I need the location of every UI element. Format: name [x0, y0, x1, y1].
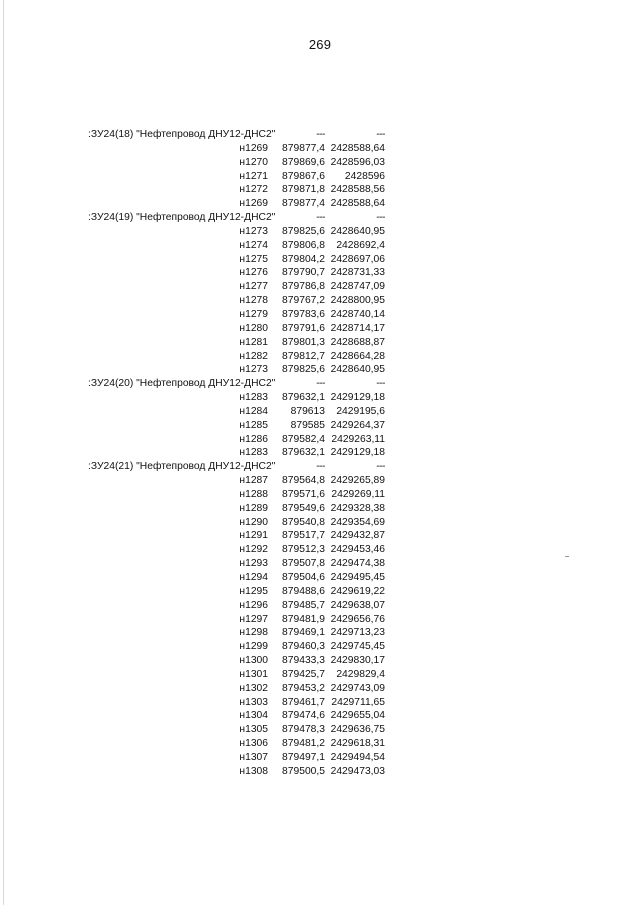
- point-y: 2428640,95: [330, 225, 385, 237]
- point-y: 2428740,14: [330, 308, 385, 320]
- table-row: [88, 557, 398, 571]
- table-row: [88, 336, 398, 350]
- point-name: н1273: [239, 364, 268, 376]
- point-name: н1303: [239, 696, 268, 708]
- point-name: н1283: [239, 447, 268, 459]
- point-name: н1269: [239, 198, 268, 210]
- point-x: 879585: [290, 419, 325, 431]
- table-row: [88, 502, 398, 516]
- point-y: 2429711,65: [331, 696, 385, 708]
- point-y: 2429829,4: [336, 668, 385, 680]
- point-y: 2428664,28: [330, 350, 385, 362]
- table-row: [88, 654, 398, 668]
- point-y: 2429354,69: [330, 516, 385, 528]
- point-y: 2429263,11: [331, 433, 385, 445]
- table-row: [88, 322, 398, 336]
- point-name: н1297: [239, 613, 268, 625]
- table-row: [88, 474, 398, 488]
- point-x: 879571,6: [282, 488, 325, 500]
- point-y: 2429495,45: [330, 572, 385, 583]
- point-y: 2428692,4: [336, 239, 385, 251]
- point-y: 2429473,03: [330, 765, 385, 777]
- section-y-placeholder: ---: [376, 378, 385, 390]
- table-row: [88, 682, 398, 696]
- table-row: [88, 723, 398, 737]
- point-x: 879801,3: [282, 336, 325, 348]
- point-x: 879632,1: [282, 447, 325, 459]
- point-name: н1289: [239, 502, 268, 514]
- point-name: н1280: [239, 322, 268, 334]
- point-name: н1274: [239, 239, 268, 251]
- point-name: н1299: [239, 641, 268, 653]
- table-row: [88, 668, 398, 682]
- point-y: 2428714,17: [330, 322, 385, 334]
- table-row: [88, 696, 398, 710]
- point-y: 2428800,95: [330, 295, 385, 307]
- point-name: н1271: [239, 170, 268, 182]
- section-header: [88, 211, 398, 225]
- point-name: н1294: [239, 572, 268, 583]
- point-name: н1288: [239, 488, 268, 500]
- point-name: н1286: [239, 433, 268, 445]
- table-row: [88, 626, 398, 640]
- point-name: н1305: [239, 724, 268, 736]
- point-y: 2429619,22: [330, 585, 385, 597]
- point-name: н1275: [239, 253, 268, 265]
- point-x: 879485,7: [282, 599, 325, 611]
- point-name: н1273: [239, 225, 268, 237]
- table-row: [88, 183, 398, 197]
- point-y: 2429269,11: [331, 488, 385, 500]
- section-x-placeholder: ---: [316, 461, 325, 473]
- table-row: [88, 253, 398, 267]
- table-row: [88, 239, 398, 253]
- table-row: [88, 266, 398, 280]
- point-x: 879877,4: [282, 198, 325, 210]
- section-y-placeholder: ---: [376, 129, 385, 140]
- table-row: [88, 142, 398, 156]
- table-row: [88, 156, 398, 170]
- point-name: н1276: [239, 267, 268, 279]
- table-row: [88, 446, 398, 460]
- table-row: [88, 488, 398, 502]
- point-y: 2429743,09: [330, 682, 385, 694]
- point-x: 879504,6: [282, 572, 325, 583]
- point-x: 879564,8: [282, 475, 325, 487]
- point-y: 2429195,6: [336, 405, 385, 417]
- point-x: 879425,7: [282, 668, 325, 680]
- point-x: 879500,5: [282, 765, 325, 777]
- section-label: :ЗУ24(18) "Нефтепровод ДНУ12-ДНС2": [88, 129, 276, 140]
- point-name: н1277: [239, 281, 268, 293]
- point-name: н1278: [239, 295, 268, 307]
- table-row: [88, 433, 398, 447]
- point-x: 879613: [290, 405, 325, 417]
- table-row: [88, 280, 398, 294]
- point-name: н1292: [239, 544, 268, 556]
- coordinate-table: [88, 128, 398, 779]
- point-x: 879478,3: [282, 724, 325, 736]
- point-name: н1279: [239, 308, 268, 320]
- point-y: 2429636,75: [330, 724, 385, 736]
- table-row: [88, 709, 398, 723]
- point-name: н1272: [239, 184, 268, 196]
- point-name: н1302: [239, 682, 268, 694]
- section-y-placeholder: ---: [376, 212, 385, 224]
- point-name: н1269: [239, 142, 268, 154]
- point-x: 879512,3: [282, 544, 325, 556]
- point-y: 2428747,09: [330, 281, 385, 293]
- section-x-placeholder: ---: [316, 378, 325, 390]
- section-x-placeholder: ---: [316, 212, 325, 224]
- point-y: 2429265,89: [330, 475, 385, 487]
- table-row: [88, 571, 398, 585]
- table-row: [88, 516, 398, 530]
- point-x: 879786,8: [282, 281, 325, 293]
- point-x: 879507,8: [282, 558, 325, 570]
- point-name: н1296: [239, 599, 268, 611]
- section-header: [88, 377, 398, 391]
- point-y: 2429432,87: [330, 530, 385, 542]
- table-row: [88, 350, 398, 364]
- point-name: н1285: [239, 419, 268, 431]
- table-row: [88, 308, 398, 322]
- point-y: 2428697,06: [330, 253, 385, 265]
- scan-speck: [565, 556, 569, 557]
- table-row: [88, 529, 398, 543]
- point-y: 2429494,54: [330, 751, 385, 763]
- table-row: [88, 419, 398, 433]
- point-x: 879825,6: [282, 364, 325, 376]
- table-row: [88, 363, 398, 377]
- point-x: 879517,7: [282, 530, 325, 542]
- point-y: 2429655,04: [330, 710, 385, 722]
- table-row: [88, 543, 398, 557]
- point-x: 879582,4: [282, 433, 325, 445]
- point-name: н1290: [239, 516, 268, 528]
- table-row: [88, 640, 398, 654]
- point-x: 879632,1: [282, 392, 325, 404]
- point-x: 879877,4: [282, 142, 325, 154]
- table-row: [88, 170, 398, 184]
- table-row: [88, 751, 398, 765]
- point-name: н1304: [239, 710, 268, 722]
- point-x: 879540,8: [282, 516, 325, 528]
- point-x: 879488,6: [282, 585, 325, 597]
- page-number: 269: [308, 37, 332, 52]
- point-x: 879867,6: [282, 170, 325, 182]
- section-header: [88, 460, 398, 474]
- point-name: н1293: [239, 558, 268, 570]
- point-x: 879869,6: [282, 156, 325, 168]
- point-y: 2429713,23: [330, 627, 385, 639]
- section-header: [88, 128, 398, 142]
- table-row: [88, 197, 398, 211]
- scan-edge: [3, 0, 4, 905]
- table-row: [88, 737, 398, 751]
- table-row: [88, 613, 398, 627]
- point-y: 2429129,18: [330, 447, 385, 459]
- point-x: 879804,2: [282, 253, 325, 265]
- point-y: 2429453,46: [330, 544, 385, 556]
- point-y: 2429830,17: [330, 655, 385, 667]
- point-y: 2428688,87: [330, 336, 385, 348]
- point-x: 879783,6: [282, 308, 325, 320]
- point-x: 879469,1: [282, 627, 325, 639]
- point-y: 2429474,38: [330, 558, 385, 570]
- table-row: [88, 391, 398, 405]
- point-y: 2428731,33: [330, 267, 385, 279]
- point-name: н1308: [239, 765, 268, 777]
- point-x: 879825,6: [282, 225, 325, 237]
- point-y: 2429638,07: [330, 599, 385, 611]
- point-y: 2428596: [344, 170, 385, 182]
- point-y: 2428640,95: [330, 364, 385, 376]
- section-label: :ЗУ24(19) "Нефтепровод ДНУ12-ДНС2": [88, 212, 276, 224]
- table-row: [88, 405, 398, 419]
- point-y: 2429328,38: [330, 502, 385, 514]
- point-name: н1298: [239, 627, 268, 639]
- point-y: 2429129,18: [330, 392, 385, 404]
- point-name: н1295: [239, 585, 268, 597]
- point-x: 879481,2: [282, 738, 325, 750]
- point-y: 2428588,64: [330, 198, 385, 210]
- point-y: 2429656,76: [330, 613, 385, 625]
- table-row: [88, 225, 398, 239]
- point-x: 879460,3: [282, 641, 325, 653]
- point-y: 2428596,03: [330, 156, 385, 168]
- point-x: 879806,8: [282, 239, 325, 251]
- table-row: [88, 599, 398, 613]
- point-x: 879791,6: [282, 322, 325, 334]
- section-y-placeholder: ---: [376, 461, 385, 473]
- point-x: 879871,8: [282, 184, 325, 196]
- point-name: н1300: [239, 655, 268, 667]
- point-y: 2429745,45: [330, 641, 385, 653]
- point-name: н1282: [239, 350, 268, 362]
- point-name: н1307: [239, 751, 268, 763]
- point-name: н1270: [239, 156, 268, 168]
- point-name: н1291: [239, 530, 268, 542]
- point-name: н1283: [239, 392, 268, 404]
- point-x: 879453,2: [282, 682, 325, 694]
- point-y: 2428588,64: [330, 142, 385, 154]
- point-y: 2429618,31: [330, 738, 385, 750]
- section-x-placeholder: ---: [316, 129, 325, 140]
- point-x: 879790,7: [282, 267, 325, 279]
- point-name: н1287: [239, 475, 268, 487]
- point-x: 879474,6: [282, 710, 325, 722]
- point-x: 879497,1: [282, 751, 325, 763]
- section-label: :ЗУ24(21) "Нефтепровод ДНУ12-ДНС2": [88, 461, 276, 473]
- table-row: [88, 765, 398, 779]
- point-y: 2429264,37: [330, 419, 385, 431]
- section-label: :ЗУ24(20) "Нефтепровод ДНУ12-ДНС2": [88, 378, 276, 390]
- point-name: н1281: [239, 336, 268, 348]
- point-x: 879481,9: [282, 613, 325, 625]
- table-row: [88, 585, 398, 599]
- point-x: 879461,7: [282, 696, 325, 708]
- point-x: 879812,7: [282, 350, 325, 362]
- point-name: н1306: [239, 738, 268, 750]
- point-name: н1284: [239, 405, 268, 417]
- table-row: [88, 294, 398, 308]
- point-x: 879549,6: [282, 502, 325, 514]
- point-y: 2428588,56: [330, 184, 385, 196]
- point-name: н1301: [239, 668, 268, 680]
- point-x: 879767,2: [282, 295, 325, 307]
- point-x: 879433,3: [282, 655, 325, 667]
